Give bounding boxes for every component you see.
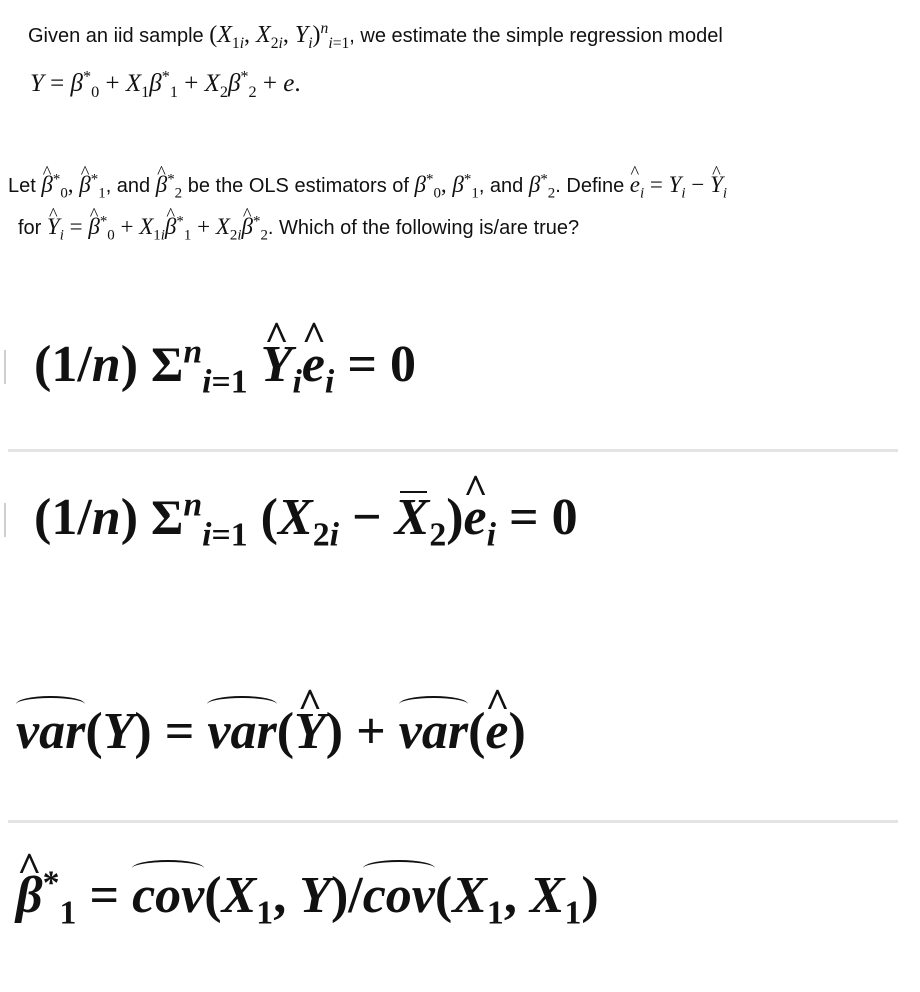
sample-expression: ($X_{1i}$, $X_{2i}$, $Y_i)^n_{i=1}$ [209,20,350,52]
define-label: . Define [555,175,625,197]
model-equation: $Y = \beta^*_0 + X_1\beta^*_1 + X_2\beta^*_2 + e$. [30,67,301,101]
for-label: for [18,217,42,239]
option-d[interactable]: ^ $\beta^*_1 = cov(X_1$, $Y)/cov(X_1$, $X_1$) [16,866,599,925]
be-the-label: be the OLS estimators of [187,175,409,197]
option-a-marker [4,350,6,384]
let-label: Let [8,175,36,197]
question-label: . Which of the following is/are true? [267,217,580,239]
intro-text-a: Given an iid sample [28,25,204,47]
and-label-1: , and [105,175,151,197]
separator-2 [8,820,898,823]
option-a[interactable]: (1/n) $\Sigma^n_{i=1}$ ^ $Y_i\^{}$ $e_i = 0$ [34,335,416,394]
option-c[interactable]: var(Y) = var(^ Y) + var(^ e) [16,702,526,761]
separator-1 [8,449,898,452]
definition-line-1: Let ^ $\beta^*_0$, ^ $\beta^*_1$, and ^ $\beta^*_2$ be the OLS estimators of $\beta^*_0$, $\beta^*_1$, and $\beta^*_2$. Define ^ $e_i = Y_i$ − ^ $Y_i$ [8,172,727,198]
intro-line-1 [28,20,723,52]
and-label-2: , and [478,175,524,197]
intro-text-b: , we estimate the simple regression model [349,25,723,47]
option-b[interactable]: (1/n) $\Sigma^n_{i=1}$ ($X_{2i}$ − $X_2)\^{}$ $e_i = 0$ [34,488,578,547]
definition-line-2: for ^ $Y_i$ = ^ $\beta^*_0$ + $X_{1i}\^{}$ $\beta^*_1$ + $X_{2i}\^{}$ $\beta^*_2$. Which of the following is/are true? [18,214,579,240]
option-b-marker [4,503,6,537]
